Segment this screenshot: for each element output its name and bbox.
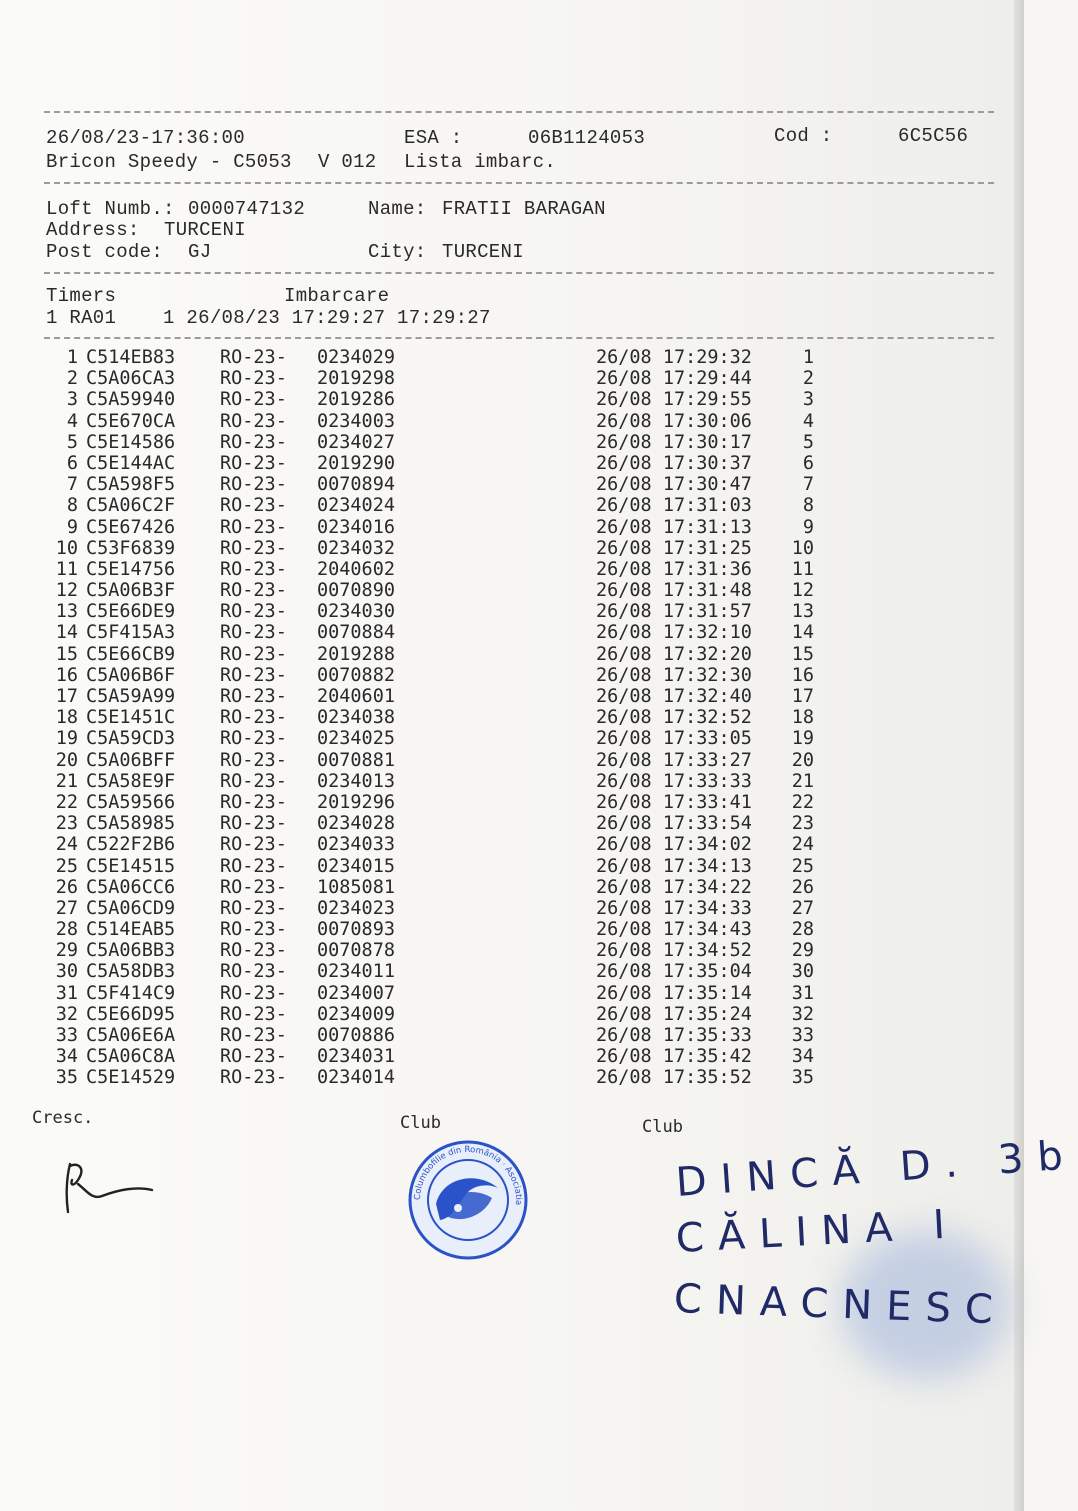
ring-prefix: RO-23- xyxy=(220,686,287,707)
ring-number: 0070894 xyxy=(317,474,395,496)
position: 16 xyxy=(791,664,814,686)
ring-prefix: RO-23- xyxy=(220,516,287,538)
arrival-datetime: 26/08 17:30:06 xyxy=(596,410,752,432)
row-index: 26 xyxy=(55,876,78,898)
separator-line xyxy=(44,272,994,274)
esa-value: 06B1124053 xyxy=(528,127,646,149)
ring-prefix: RO-23- xyxy=(220,643,287,665)
arrival-datetime: 26/08 17:34:33 xyxy=(596,897,752,919)
table-row xyxy=(44,728,824,749)
device-name: Bricon Speedy - C5053 xyxy=(46,151,292,173)
table-row xyxy=(44,495,824,516)
chip-id: C5A58DB3 xyxy=(86,961,176,983)
arrival-datetime: 26/08 17:35:42 xyxy=(596,1046,752,1068)
ring-number: 0234023 xyxy=(317,897,395,919)
ring-number: 0234015 xyxy=(317,855,395,877)
ring-prefix: RO-23- xyxy=(220,495,287,517)
club-stamp xyxy=(406,1138,530,1262)
ring-prefix: RO-23- xyxy=(220,622,287,644)
position: 25 xyxy=(791,855,814,877)
row-index: 21 xyxy=(55,770,78,792)
ring-number: 0234030 xyxy=(317,601,395,623)
ring-number: 0070890 xyxy=(317,580,395,602)
table-row xyxy=(44,877,824,898)
table-row xyxy=(44,686,824,707)
arrival-datetime: 26/08 17:32:10 xyxy=(596,622,752,644)
chip-id: C5A06B3F xyxy=(86,580,176,602)
arrival-datetime: 26/08 17:34:22 xyxy=(596,876,752,898)
ring-number: 0234014 xyxy=(317,1067,395,1089)
table-row xyxy=(44,601,824,622)
position: 2 xyxy=(802,368,814,390)
chip-id: C5A06BB3 xyxy=(86,940,176,962)
header-datetime: 26/08/23-17:36:00 xyxy=(46,127,245,149)
postcode-label: Post code: xyxy=(46,241,164,263)
arrival-datetime: 26/08 17:35:24 xyxy=(596,1003,752,1025)
position: 18 xyxy=(791,707,814,729)
handwritten-line: CĂLINA I xyxy=(674,1201,960,1262)
chip-id: C5A06CC6 xyxy=(86,876,176,898)
row-index: 27 xyxy=(55,897,78,919)
ring-number: 2019298 xyxy=(317,368,395,390)
row-index: 9 xyxy=(66,516,78,538)
position: 26 xyxy=(791,876,814,898)
chip-id: C5F415A3 xyxy=(86,622,176,644)
ring-number: 2040601 xyxy=(317,686,395,707)
arrival-datetime: 26/08 17:34:43 xyxy=(596,919,752,941)
ring-number: 2019288 xyxy=(317,643,395,665)
row-index: 22 xyxy=(55,791,78,813)
timer-line: 1 RA01 1 26/08/23 17:29:27 17:29:27 xyxy=(46,307,491,329)
version: V 012 xyxy=(318,151,377,173)
ring-prefix: RO-23- xyxy=(220,749,287,771)
address-value: TURCENI xyxy=(164,219,246,241)
position: 1 xyxy=(802,347,814,368)
chip-id: C5A06E6A xyxy=(86,1025,176,1046)
row-index: 34 xyxy=(55,1046,78,1068)
position: 32 xyxy=(791,1003,814,1025)
table-row xyxy=(44,813,824,834)
ring-prefix: RO-23- xyxy=(220,368,287,390)
handwritten-line: CNACNESC xyxy=(673,1276,1008,1334)
position: 21 xyxy=(791,770,814,792)
position: 24 xyxy=(791,834,814,856)
position: 31 xyxy=(791,982,814,1004)
position: 6 xyxy=(802,452,814,474)
arrival-datetime: 26/08 17:34:13 xyxy=(596,855,752,877)
row-index: 24 xyxy=(55,834,78,856)
chip-id: C5A59A99 xyxy=(86,686,176,707)
position: 33 xyxy=(791,1025,814,1046)
table-row xyxy=(44,389,824,410)
cresc-label: Cresc. xyxy=(32,1108,94,1128)
table-row xyxy=(44,834,824,855)
row-index: 10 xyxy=(55,537,78,559)
position: 30 xyxy=(791,961,814,983)
chip-id: C5A598F5 xyxy=(86,474,176,496)
table-row xyxy=(44,580,824,601)
ring-number: 0234031 xyxy=(317,1046,395,1068)
position: 7 xyxy=(802,474,814,496)
table-row xyxy=(44,644,824,665)
chip-id: C5E14529 xyxy=(86,1067,176,1089)
loft-number: 0000747132 xyxy=(188,198,306,220)
arrival-datetime: 26/08 17:33:54 xyxy=(596,813,752,835)
row-index: 25 xyxy=(55,855,78,877)
row-index: 13 xyxy=(55,601,78,623)
row-index: 6 xyxy=(66,452,78,474)
ring-prefix: RO-23- xyxy=(220,1067,287,1089)
ring-prefix: RO-23- xyxy=(220,580,287,602)
chip-id: C5A06CD9 xyxy=(86,897,176,919)
city-value: TURCENI xyxy=(442,241,524,263)
position: 15 xyxy=(791,643,814,665)
ring-number: 0234029 xyxy=(317,347,395,368)
arrival-datetime: 26/08 17:33:33 xyxy=(596,770,752,792)
separator-line xyxy=(44,182,994,184)
chip-id: C5A58E9F xyxy=(86,770,176,792)
position: 34 xyxy=(791,1046,814,1068)
ring-number: 0234027 xyxy=(317,431,395,453)
arrival-datetime: 26/08 17:32:30 xyxy=(596,664,752,686)
row-index: 35 xyxy=(55,1067,78,1089)
separator-line xyxy=(44,337,994,339)
ring-prefix: RO-23- xyxy=(220,664,287,686)
cod-label: Cod : xyxy=(774,125,833,147)
ring-number: 0234011 xyxy=(317,961,395,983)
club-label: Club xyxy=(400,1113,441,1133)
arrival-datetime: 26/08 17:35:04 xyxy=(596,961,752,983)
position: 28 xyxy=(791,919,814,941)
table-row xyxy=(44,1004,824,1025)
table-row xyxy=(44,665,824,686)
position: 9 xyxy=(802,516,814,538)
table-row xyxy=(44,856,824,877)
arrival-datetime: 26/08 17:31:57 xyxy=(596,601,752,623)
row-index: 4 xyxy=(66,410,78,432)
position: 20 xyxy=(791,749,814,771)
ring-prefix: RO-23- xyxy=(220,897,287,919)
row-index: 12 xyxy=(55,580,78,602)
row-index: 16 xyxy=(55,664,78,686)
position: 4 xyxy=(802,410,814,432)
ring-prefix: RO-23- xyxy=(220,961,287,983)
table-row xyxy=(44,1025,824,1046)
ring-prefix: RO-23- xyxy=(220,410,287,432)
chip-id: C5A06BFF xyxy=(86,749,176,771)
table-row xyxy=(44,622,824,643)
ring-number: 0234003 xyxy=(317,410,395,432)
ring-prefix: RO-23- xyxy=(220,347,287,368)
row-index: 28 xyxy=(55,919,78,941)
ring-prefix: RO-23- xyxy=(220,855,287,877)
row-index: 15 xyxy=(55,643,78,665)
table-row xyxy=(44,961,824,982)
loft-number-label: Loft Numb.: xyxy=(46,198,175,220)
chip-id: C5E670CA xyxy=(86,410,176,432)
table-row xyxy=(44,771,824,792)
signature xyxy=(56,1150,166,1220)
ring-number: 0070893 xyxy=(317,919,395,941)
basketing-list xyxy=(44,347,824,1089)
table-row xyxy=(44,750,824,771)
row-index: 29 xyxy=(55,940,78,962)
chip-id: C5A58985 xyxy=(86,813,176,835)
position: 19 xyxy=(791,728,814,750)
arrival-datetime: 26/08 17:29:44 xyxy=(596,368,752,390)
ring-number: 0070882 xyxy=(317,664,395,686)
row-index: 23 xyxy=(55,813,78,835)
table-row xyxy=(44,792,824,813)
table-row xyxy=(44,1046,824,1067)
imbarcare-label: Imbarcare xyxy=(284,285,390,307)
arrival-datetime: 26/08 17:31:25 xyxy=(596,537,752,559)
row-index: 33 xyxy=(55,1025,78,1046)
chip-id: C5A06C8A xyxy=(86,1046,176,1068)
table-row xyxy=(44,898,824,919)
handwritten-line: DINCĂ D. 3b xyxy=(674,1132,1078,1206)
ring-number: 2040602 xyxy=(317,558,395,580)
arrival-datetime: 26/08 17:32:52 xyxy=(596,707,752,729)
ring-prefix: RO-23- xyxy=(220,919,287,941)
chip-id: C5E66CB9 xyxy=(86,643,176,665)
postcode-value: GJ xyxy=(188,241,212,263)
chip-id: C5E144AC xyxy=(86,452,176,474)
arrival-datetime: 26/08 17:30:47 xyxy=(596,474,752,496)
paper-edge xyxy=(1014,0,1024,1511)
chip-id: C5A59940 xyxy=(86,389,176,411)
row-index: 5 xyxy=(66,431,78,453)
chip-id: C5E14586 xyxy=(86,431,176,453)
ring-number: 0234033 xyxy=(317,834,395,856)
timers-label: Timers xyxy=(46,285,117,307)
table-row xyxy=(44,517,824,538)
chip-id: C5E1451C xyxy=(86,707,176,729)
chip-id: C514EAB5 xyxy=(86,919,176,941)
row-index: 31 xyxy=(55,982,78,1004)
ring-prefix: RO-23- xyxy=(220,1046,287,1068)
arrival-datetime: 26/08 17:30:17 xyxy=(596,431,752,453)
row-index: 2 xyxy=(66,368,78,390)
arrival-datetime: 26/08 17:33:27 xyxy=(596,749,752,771)
ring-number: 0234038 xyxy=(317,707,395,729)
row-index: 20 xyxy=(55,749,78,771)
ring-number: 0234007 xyxy=(317,982,395,1004)
ring-number: 0234025 xyxy=(317,728,395,750)
ring-prefix: RO-23- xyxy=(220,431,287,453)
city-label: City: xyxy=(368,241,427,263)
position: 35 xyxy=(791,1067,814,1089)
arrival-datetime: 26/08 17:35:14 xyxy=(596,982,752,1004)
table-row xyxy=(44,983,824,1004)
position: 3 xyxy=(802,389,814,411)
ring-prefix: RO-23- xyxy=(220,770,287,792)
ring-number: 0234024 xyxy=(317,495,395,517)
arrival-datetime: 26/08 17:35:33 xyxy=(596,1025,752,1046)
ring-prefix: RO-23- xyxy=(220,834,287,856)
table-row xyxy=(44,432,824,453)
row-index: 30 xyxy=(55,961,78,983)
cod-value: 6C5C56 xyxy=(898,125,969,147)
position: 11 xyxy=(791,558,814,580)
table-row xyxy=(44,538,824,559)
ring-prefix: RO-23- xyxy=(220,876,287,898)
chip-id: C53F6839 xyxy=(86,537,176,559)
table-row xyxy=(44,411,824,432)
ring-number: 0234013 xyxy=(317,770,395,792)
table-row xyxy=(44,919,824,940)
row-index: 32 xyxy=(55,1003,78,1025)
position: 12 xyxy=(791,580,814,602)
esa-label: ESA : xyxy=(404,127,463,149)
ring-number: 0070884 xyxy=(317,622,395,644)
arrival-datetime: 26/08 17:29:32 xyxy=(596,347,752,368)
row-index: 7 xyxy=(66,474,78,496)
row-index: 17 xyxy=(55,686,78,707)
ring-prefix: RO-23- xyxy=(220,537,287,559)
list-title: Lista imbarc. xyxy=(404,151,557,173)
ring-number: 0234009 xyxy=(317,1003,395,1025)
row-index: 8 xyxy=(66,495,78,517)
arrival-datetime: 26/08 17:31:13 xyxy=(596,516,752,538)
table-row xyxy=(44,368,824,389)
position: 14 xyxy=(791,622,814,644)
table-row xyxy=(44,559,824,580)
stamp-text: Columbofilie din România · Asociatia xyxy=(412,1144,524,1206)
chip-id: C522F2B6 xyxy=(86,834,176,856)
position: 5 xyxy=(802,431,814,453)
row-index: 19 xyxy=(55,728,78,750)
ring-prefix: RO-23- xyxy=(220,728,287,750)
ring-number: 0070881 xyxy=(317,749,395,771)
table-row xyxy=(44,347,824,368)
arrival-datetime: 26/08 17:35:52 xyxy=(596,1067,752,1089)
row-index: 18 xyxy=(55,707,78,729)
ring-number: 2019290 xyxy=(317,452,395,474)
ring-number: 0070886 xyxy=(317,1025,395,1046)
ring-number: 2019286 xyxy=(317,389,395,411)
position: 29 xyxy=(791,940,814,962)
row-index: 14 xyxy=(55,622,78,644)
table-row xyxy=(44,940,824,961)
row-index: 1 xyxy=(66,347,78,368)
arrival-datetime: 26/08 17:33:41 xyxy=(596,791,752,813)
ring-prefix: RO-23- xyxy=(220,940,287,962)
separator-line xyxy=(44,111,994,113)
ring-prefix: RO-23- xyxy=(220,389,287,411)
position: 23 xyxy=(791,813,814,835)
chip-id: C5E67426 xyxy=(86,516,176,538)
ring-prefix: RO-23- xyxy=(220,707,287,729)
chip-id: C5A06C2F xyxy=(86,495,176,517)
chip-id: C5F414C9 xyxy=(86,982,176,1004)
ring-number: 0070878 xyxy=(317,940,395,962)
arrival-datetime: 26/08 17:31:36 xyxy=(596,558,752,580)
table-row xyxy=(44,1067,824,1088)
position: 8 xyxy=(802,495,814,517)
position: 17 xyxy=(791,686,814,707)
ring-prefix: RO-23- xyxy=(220,474,287,496)
position: 22 xyxy=(791,791,814,813)
table-row xyxy=(44,707,824,728)
arrival-datetime: 26/08 17:30:37 xyxy=(596,452,752,474)
table-row xyxy=(44,474,824,495)
ring-number: 0234028 xyxy=(317,813,395,835)
ring-prefix: RO-23- xyxy=(220,452,287,474)
chip-id: C5A06B6F xyxy=(86,664,176,686)
ring-prefix: RO-23- xyxy=(220,601,287,623)
ring-prefix: RO-23- xyxy=(220,791,287,813)
chip-id: C5E66D95 xyxy=(86,1003,176,1025)
chip-id: C514EB83 xyxy=(86,347,176,368)
row-index: 11 xyxy=(55,558,78,580)
chip-id: C5E14756 xyxy=(86,558,176,580)
table-row xyxy=(44,453,824,474)
ring-prefix: RO-23- xyxy=(220,982,287,1004)
ring-prefix: RO-23- xyxy=(220,813,287,835)
chip-id: C5A59CD3 xyxy=(86,728,176,750)
position: 13 xyxy=(791,601,814,623)
row-index: 3 xyxy=(66,389,78,411)
ring-prefix: RO-23- xyxy=(220,1025,287,1046)
arrival-datetime: 26/08 17:34:02 xyxy=(596,834,752,856)
arrival-datetime: 26/08 17:31:03 xyxy=(596,495,752,517)
ring-number: 1085081 xyxy=(317,876,395,898)
name-label: Name: xyxy=(368,198,427,220)
ring-prefix: RO-23- xyxy=(220,558,287,580)
chip-id: C5E66DE9 xyxy=(86,601,176,623)
ring-number: 0234016 xyxy=(317,516,395,538)
arrival-datetime: 26/08 17:32:20 xyxy=(596,643,752,665)
ring-number: 2019296 xyxy=(317,791,395,813)
chip-id: C5A59566 xyxy=(86,791,176,813)
loft-name: FRATII BARAGAN xyxy=(442,198,606,220)
chip-id: C5E14515 xyxy=(86,855,176,877)
arrival-datetime: 26/08 17:31:48 xyxy=(596,580,752,602)
chip-id: C5A06CA3 xyxy=(86,368,176,390)
ring-number: 0234032 xyxy=(317,537,395,559)
address-label: Address: xyxy=(46,219,140,241)
position: 10 xyxy=(791,537,814,559)
position: 27 xyxy=(791,897,814,919)
arrival-datetime: 26/08 17:32:40 xyxy=(596,686,752,707)
ring-prefix: RO-23- xyxy=(220,1003,287,1025)
arrival-datetime: 26/08 17:29:55 xyxy=(596,389,752,411)
arrival-datetime: 26/08 17:34:52 xyxy=(596,940,752,962)
club-label: Club xyxy=(642,1117,683,1137)
arrival-datetime: 26/08 17:33:05 xyxy=(596,728,752,750)
